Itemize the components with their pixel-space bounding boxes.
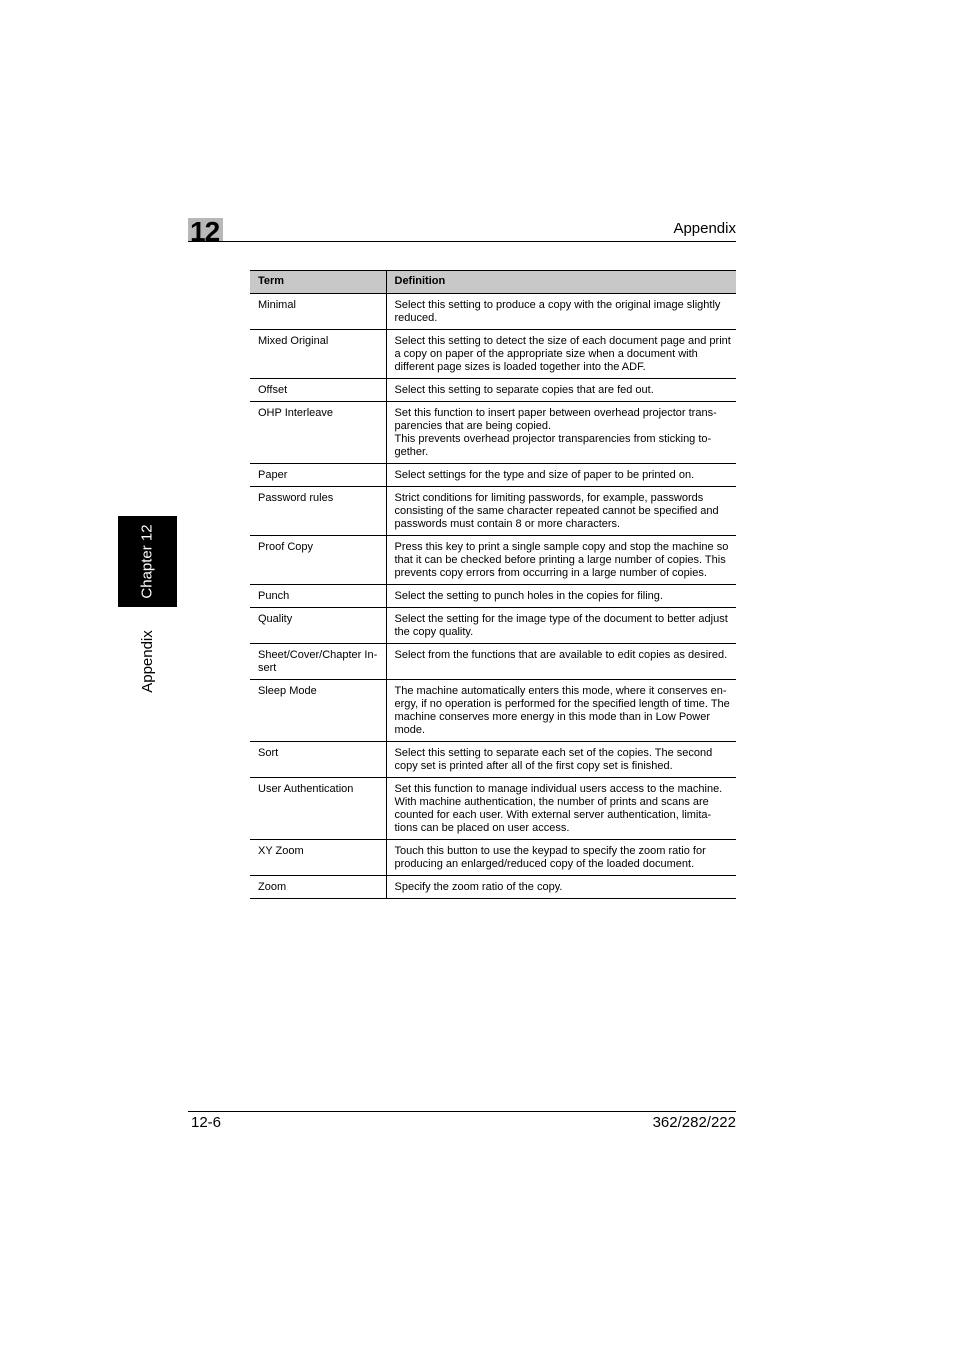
term-cell: Sleep Mode [250, 680, 386, 742]
section-side-label: Appendix [139, 629, 156, 693]
definition-cell: Select this setting to produce a copy with the original image slightly reduced. [386, 294, 736, 330]
table-header-row [250, 271, 736, 294]
table-row [250, 778, 736, 840]
table-row [250, 585, 736, 608]
header-rule [188, 241, 736, 242]
page-number: 12-6 [191, 1114, 222, 1131]
chapter-side-label: Chapter 12 [139, 524, 156, 599]
table-row [250, 608, 736, 644]
term-cell: Offset [250, 379, 386, 402]
term-cell: Punch [250, 585, 386, 608]
definition-cell: Select this setting to detect the size of each document page and print a copy on paper of the appropriate size when a document with different page sizes is loaded together into the ADF. [386, 330, 736, 379]
table-row [250, 644, 736, 680]
table-row [250, 742, 736, 778]
table-row [250, 680, 736, 742]
header-title: Appendix [673, 220, 736, 237]
table-row [250, 840, 736, 876]
chapter-side-tab-text [118, 516, 177, 607]
definition-cell: Set this function to manage individual users access to the machine. With machine authentication, the number of prints and scans are counted for each user. With external server authentication, limita-tions can be placed on user access. [386, 778, 736, 840]
term-cell: XY Zoom [250, 840, 386, 876]
table-row [250, 876, 736, 899]
term-cell: User Authentication [250, 778, 386, 840]
definition-cell: Select the setting for the image type of the document to better adjust the copy quality. [386, 608, 736, 644]
definition-cell: The machine automatically enters this mode, where it conserves en-ergy, if no operation is performed for the specified length of time. The machine conserves more energy in this mode than in Low Power mode. [386, 680, 736, 742]
table-row [250, 330, 736, 379]
definition-cell: Touch this button to use the keypad to specify the zoom ratio for producing an enlarged/reduced copy of the loaded document. [386, 840, 736, 876]
definition-cell: Strict conditions for limiting passwords, for example, passwords consisting of the same character repeated cannot be specified and passwords must contain 8 or more characters. [386, 487, 736, 536]
definition-cell: Select from the functions that are available to edit copies as desired. [386, 644, 736, 680]
section-side-tab [118, 610, 177, 712]
definition-cell: Select this setting to separate copies that are fed out. [386, 379, 736, 402]
glossary-table [250, 270, 736, 899]
term-cell: Proof Copy [250, 536, 386, 585]
term-cell: Password rules [250, 487, 386, 536]
term-cell: OHP Interleave [250, 402, 386, 464]
table-row [250, 402, 736, 464]
definition-cell: Select settings for the type and size of paper to be printed on. [386, 464, 736, 487]
definition-cell: Set this function to insert paper between overhead projector trans-parencies that are being copied. This prevents overhead projector transparencies from sticking to-gether. [386, 402, 736, 464]
table-row [250, 379, 736, 402]
chapter-number: 12 [190, 216, 220, 247]
definition-cell: Select the setting to punch holes in the copies for filing. [386, 585, 736, 608]
term-cell: Paper [250, 464, 386, 487]
column-header-definition: Definition [386, 271, 736, 294]
term-cell: Minimal [250, 294, 386, 330]
term-cell: Sheet/Cover/Chapter In-sert [250, 644, 386, 680]
footer-rule [188, 1111, 736, 1112]
table-row [250, 464, 736, 487]
model-number: 362/282/222 [652, 1114, 736, 1131]
definition-cell: Specify the zoom ratio of the copy. [386, 876, 736, 899]
table-row [250, 294, 736, 330]
term-cell: Mixed Original [250, 330, 386, 379]
column-header-term: Term [250, 271, 386, 294]
definition-cell: Select this setting to separate each set of the copies. The second copy set is printed after all of the first copy set is finished. [386, 742, 736, 778]
table-row [250, 487, 736, 536]
table-row [250, 536, 736, 585]
term-cell: Quality [250, 608, 386, 644]
term-cell: Zoom [250, 876, 386, 899]
definition-cell: Press this key to print a single sample copy and stop the machine so that it can be checked before printing a large number of copies. This prevents copy errors from occurring in a large number of copies. [386, 536, 736, 585]
term-cell: Sort [250, 742, 386, 778]
